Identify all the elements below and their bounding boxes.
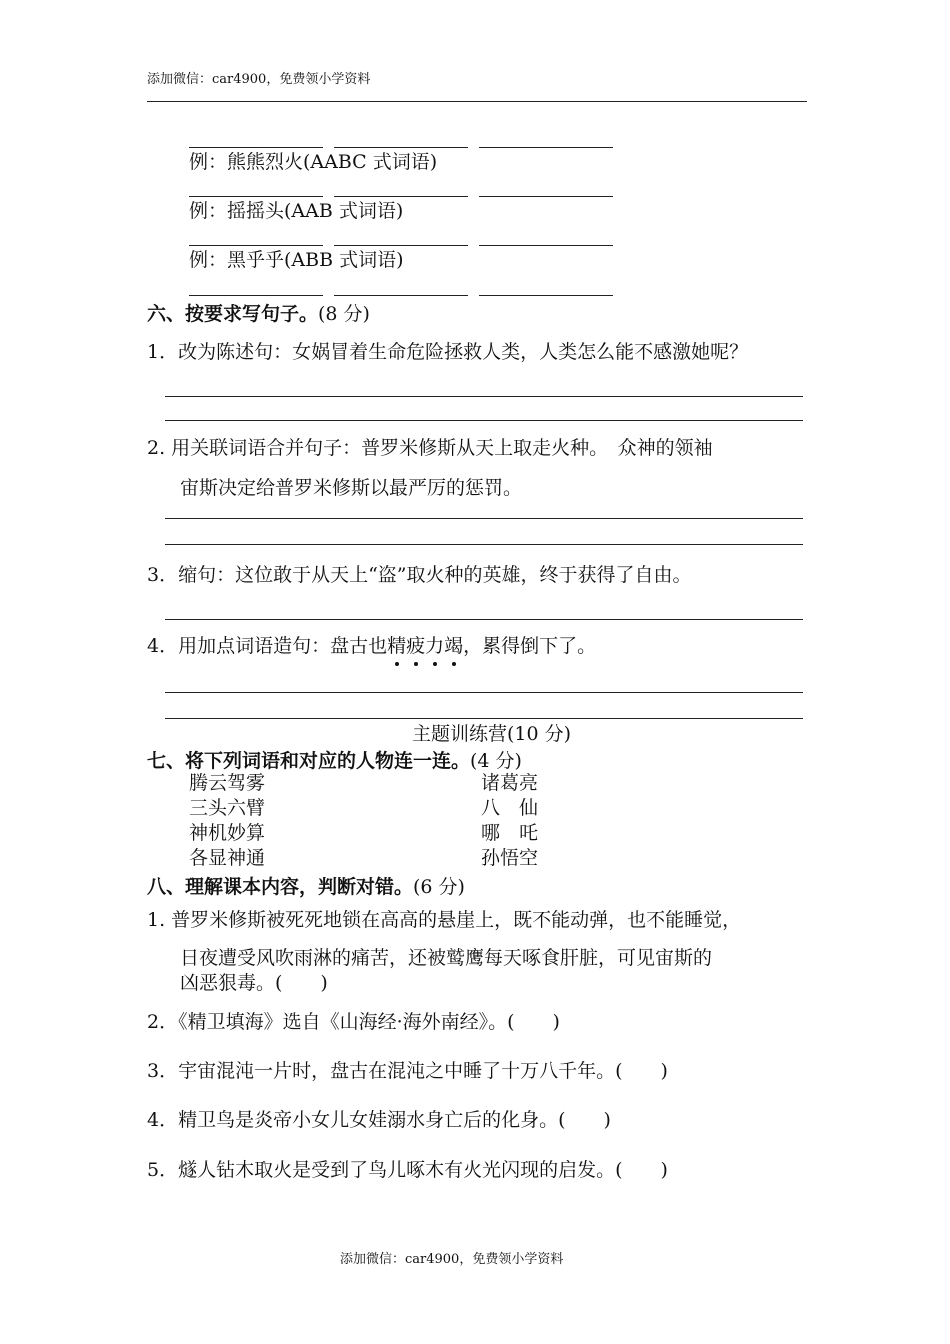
question-6-2-line2: 宙斯决定给普罗米修斯以最严厉的惩罚。 [180,477,523,499]
section8-title: 八、理解课本内容，判断对错。 [147,876,414,898]
answer-line[interactable] [165,420,803,421]
question-6-4 [147,634,596,658]
question-8-4: 4．精卫鸟是炎帝小女儿女娃溺水身亡后的化身。( ) [147,1109,611,1131]
match-person[interactable]: 诸葛亮 [481,772,539,794]
answer-blank[interactable] [479,245,613,246]
answer-line[interactable] [165,692,803,693]
answer-line[interactable] [165,518,803,519]
answer-line[interactable] [165,396,803,397]
section8-points: (6 分) [413,876,465,898]
dotted-char: 力 [425,635,445,657]
answer-blank[interactable] [334,196,468,197]
match-person[interactable]: 哪 吒 [481,822,539,844]
camp-title: 主题训练营(10 分) [412,723,572,745]
section7-heading [147,746,522,773]
question-8-1-line1: 1. 普罗米修斯被死死地锁在高高的悬崖上，既不能动弹，也不能睡觉， [147,909,742,931]
question-6-2-line1: 2. 用关联词语合并句子：普罗米修斯从天上取走火种。 众神的领袖 [147,437,713,459]
section7-points: (4 分) [470,750,522,772]
answer-blank[interactable] [189,245,323,246]
answer-blank[interactable] [334,295,468,296]
section8-heading [147,872,465,899]
section6-heading [147,299,370,326]
answer-blank[interactable] [189,295,323,296]
match-word[interactable]: 神机妙算 [189,822,266,844]
example-aabc: 例：熊熊烈火(AABC 式词语) [189,151,438,173]
question-8-3: 3．宇宙混沌一片时，盘古在混沌之中睡了十万八千年。( ) [147,1060,668,1082]
header-rule [147,101,807,102]
match-word[interactable]: 腾云驾雾 [189,772,266,794]
dotted-char: 疲 [406,635,426,657]
answer-blank[interactable] [189,147,323,148]
match-person[interactable]: 八 仙 [481,797,539,819]
answer-blank[interactable] [189,196,323,197]
answer-blank[interactable] [479,196,613,197]
question-6-4-prefix: 4．用加点词语造句：盘古也 [147,635,388,657]
section6-points: (8 分) [318,303,370,325]
answer-line[interactable] [165,544,803,545]
header-watermark: 添加微信：car4900，免费领小学资料 [147,72,371,87]
question-8-2: 2．《精卫填海》选自《山海经·海外南经》。( ) [147,1011,560,1033]
answer-blank[interactable] [479,147,613,148]
answer-line[interactable] [165,718,803,719]
question-8-1-line2: 日夜遭受风吹雨淋的痛苦，还被鹫鹰每天啄食肝脏，可见宙斯的 [180,947,713,969]
match-word[interactable]: 三头六臂 [189,797,266,819]
dotted-char: 竭 [444,635,464,657]
example-aab: 例：摇摇头(AAB 式词语) [189,200,404,222]
question-6-3: 3．缩句：这位敢于从天上“盗”取火种的英雄，终于获得了自由。 [147,564,692,586]
question-6-1: 1．改为陈述句：女娲冒着生命危险拯救人类，人类怎么能不感激她呢？ [147,341,749,363]
match-person[interactable]: 孙悟空 [481,847,539,869]
question-8-1-line3: 凶恶狠毒。( ) [180,972,328,994]
answer-blank[interactable] [479,295,613,296]
answer-line[interactable] [165,619,803,620]
match-word[interactable]: 各显神通 [189,847,266,869]
footer-watermark: 添加微信：car4900，免费领小学资料 [340,1252,564,1267]
answer-blank[interactable] [334,245,468,246]
example-abb: 例：黑乎乎(ABB 式词语) [189,249,404,271]
section7-title: 七、将下列词语和对应的人物连一连。 [147,750,471,772]
dotted-char: 精 [387,635,407,657]
question-6-4-suffix: ，累得倒下了。 [463,635,597,657]
answer-blank[interactable] [334,147,468,148]
section6-title: 六、按要求写句子。 [147,303,319,325]
question-8-5: 5．燧人钻木取火是受到了鸟儿啄木有火光闪现的启发。( ) [147,1159,668,1181]
